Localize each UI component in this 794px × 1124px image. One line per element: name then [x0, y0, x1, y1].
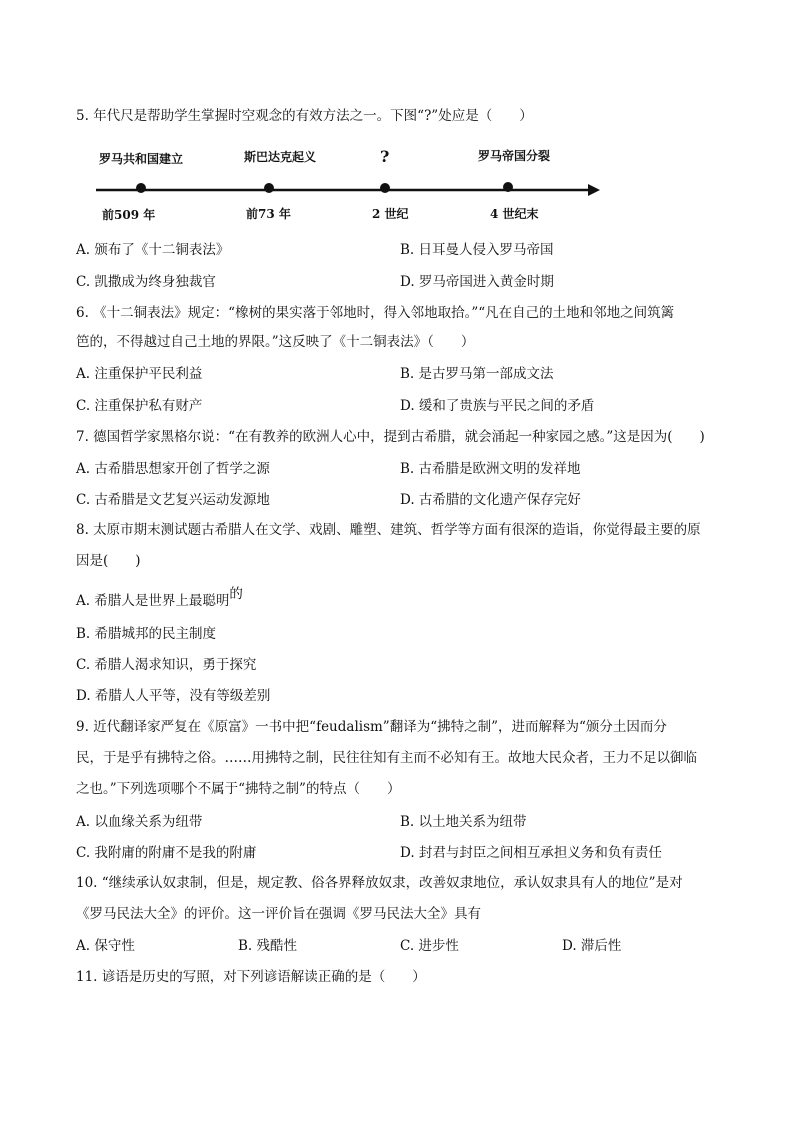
q10-option-a: A. 保守性 — [76, 938, 135, 954]
timeline-event: 罗马帝国分裂 — [478, 149, 551, 163]
timeline-event-unknown: ? — [380, 147, 390, 166]
timeline-point — [136, 183, 146, 193]
q6-option-c: C. 注重保护私有财产 — [76, 398, 203, 414]
timeline-point — [380, 183, 390, 193]
q5-option-a: A. 颁布了《十二铜表法》 — [76, 242, 230, 258]
q10-option-c: C. 进步性 — [400, 938, 459, 954]
timeline-point — [264, 183, 274, 193]
q5-stem: 5. 年代尺是帮助学生掌握时空观念的有效方法之一。下图“?”处应是（ ） — [76, 108, 533, 124]
q9-option-c: C. 我附庸的附庸不是我的附庸 — [76, 845, 257, 861]
q8-stem-line2: 因是( ) — [76, 553, 141, 569]
q6-stem-line1: 6. 《十二铜表法》规定：“橡树的果实落于邻地时，得入邻地取拾。”“凡在自己的土地和邻地之间筑篱 — [76, 305, 675, 321]
timeline-event: 罗马共和国建立 — [99, 152, 184, 166]
q8-option-c: C. 希腊人渴求知识，勇于探究 — [76, 657, 257, 673]
q9-stem-line2: 民，于是乎有拂特之俗。……用拂特之制，民往往知有主而不必知有王。故地大民众者，王力不足以御临 — [76, 750, 697, 766]
q10-option-d: D. 滞后性 — [562, 938, 622, 954]
timeline-date: 前73 年 — [246, 207, 291, 221]
timeline-date: 4 世纪末 — [490, 207, 539, 221]
q7-stem: 7. 德国哲学家黑格尔说：“在有教养的欧洲人心中，提到古希腊，就会涌起一种家园之感。”这是因为( ) — [76, 429, 705, 445]
q5-option-c: C. 凯撒成为终身独裁官 — [76, 274, 216, 290]
q9-option-d: D. 封君与封臣之间相互承担义务和负有责任 — [400, 845, 662, 861]
timeline-date: 前509 年 — [102, 208, 156, 222]
timeline-arrow-icon — [588, 184, 600, 196]
q5-option-b: B. 日耳曼人侵入罗马帝国 — [400, 242, 554, 258]
q7-option-c: C. 古希腊是文艺复兴运动发源地 — [76, 492, 270, 508]
timeline-event: 斯巴达克起义 — [244, 150, 317, 164]
q10-option-b: B. 残酷性 — [238, 938, 298, 954]
q7-option-a: A. 古希腊思想家开创了哲学之源 — [76, 461, 270, 477]
q8-stem-line1: 8. 太原市期末测试题古希腊人在文学、戏剧、雕塑、建筑、哲学等方面有很深的造诣，你觉得最主要的原 — [76, 522, 701, 538]
q6-stem-line2: 笆的，不得越过自己土地的界限。”这反映了《十二铜表法》（ ） — [76, 334, 475, 350]
q8-option-a-text: A. 希腊人是世界上最聪明 — [76, 593, 230, 609]
q9-option-a: A. 以血缘关系为纽带 — [76, 814, 203, 830]
q5-option-d: D. 罗马帝国进入黄金时期 — [400, 274, 554, 290]
q10-stem-line1: 10. “继续承认奴隶制，但是，规定教、俗各界释放奴隶，改善奴隶地位，承认奴隶具有人的地位”是对 — [76, 875, 683, 891]
timeline-date: 2 世纪 — [372, 207, 409, 221]
q10-stem-line2: 《罗马民法大全》的评价。这一评价旨在强调《罗马民法大全》具有 — [76, 906, 481, 922]
q8-option-b: B. 希腊城邦的民主制度 — [76, 626, 217, 642]
q9-option-b: B. 以土地关系为纽带 — [400, 814, 527, 830]
q6-option-d: D. 缓和了贵族与平民之间的矛盾 — [400, 398, 595, 414]
q8-option-a-suffix: 的 — [229, 586, 243, 602]
q11-stem: 11. 谚语是历史的写照，对下列谚语解读正确的是（ ） — [76, 969, 426, 985]
q6-option-a: A. 注重保护平民利益 — [76, 366, 203, 382]
q9-stem-line3: 之也。”下列选项哪个不属于“拂特之制”的特点（ ） — [76, 781, 401, 797]
q8-option-d: D. 希腊人人平等，没有等级差别 — [76, 688, 271, 704]
q8-option-a — [76, 586, 243, 609]
q6-option-b: B. 是古罗马第一部成文法 — [400, 366, 554, 382]
q7-option-b: B. 古希腊是欧洲文明的发祥地 — [400, 461, 581, 477]
q9-stem-line1: 9. 近代翻译家严复在《原富》一书中把“feudalism”翻译为“拂特之制”，进而解释为“颁分土因而分 — [76, 719, 667, 735]
q7-option-d: D. 古希腊的文化遗产保存完好 — [400, 492, 581, 508]
timeline-point — [503, 182, 513, 192]
